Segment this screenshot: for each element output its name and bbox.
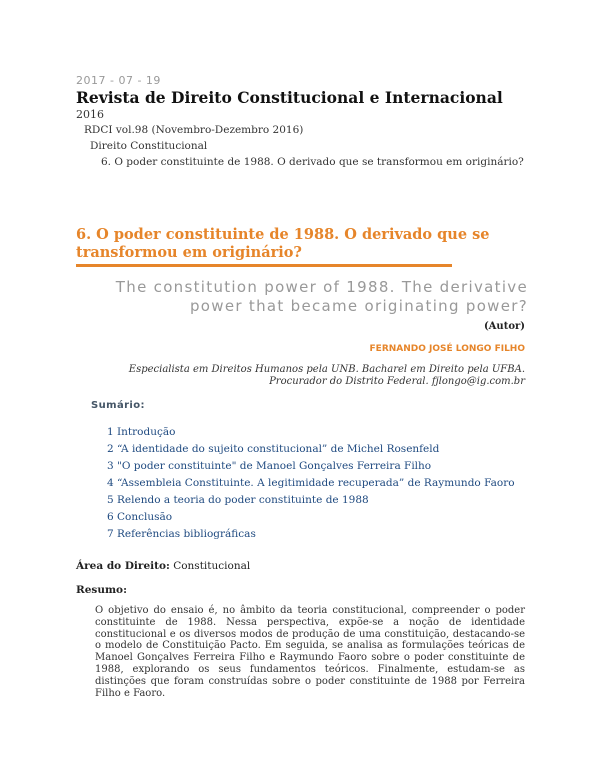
breadcrumb: 6. O poder constituinte de 1988. O derivado que se transformou em originário? <box>101 156 524 168</box>
toc-item-rereading-theory[interactable]: 5 Relendo a teoria do poder constituinte de 1988 <box>107 494 369 506</box>
publication-date: 2017 - 07 - 19 <box>76 74 161 87</box>
abstract-text: O objetivo do ensaio é, no âmbito da teoria constitucional, compreender o poder constituinte de 1988. Nessa perspectiva, expõe-se a noção de identidade constitucional e os diversos modos de produção de uma constituição, destacando-se o modelo de Constituição Pacto. Em seguida, se analisa as formulações teóricas de Manoel Gonçalves Ferreira Filho e Raymundo Faoro sobre o poder constituinte de 1988, explorando os seus fundamentos teóricos. Finalmente, estudam-se as distinções que foram construídas sobre o poder constituinte de 1988 por Ferreira Filho e Faoro. <box>95 605 525 699</box>
law-area-label: Área do Direito: <box>76 560 170 572</box>
title-divider <box>76 264 452 267</box>
author-role: (Autor) <box>483 321 525 332</box>
article-title: 6. O poder constituinte de 1988. O derivado que se transformou em originário? <box>76 226 490 261</box>
english-title: The constitution power of 1988. The derivative power that became originating power? <box>115 278 528 315</box>
journal-title: Revista de Direito Constitucional e Internacional <box>76 88 503 107</box>
toc-item-conclusion[interactable]: 6 Conclusão <box>107 511 173 523</box>
journal-volume: RDCI vol.98 (Novembro-Dezembro 2016) <box>84 124 304 136</box>
journal-year: 2016 <box>76 108 104 121</box>
summary-label: Sumário: <box>91 400 145 411</box>
toc-item-faoro[interactable]: 4 “Assembleia Constituinte. A legitimidade recuperada” de Raymundo Faoro <box>107 477 515 489</box>
law-area <box>76 560 250 572</box>
toc-item-rosenfeld[interactable]: 2 “A identidade do sujeito constitucional” de Michel Rosenfeld <box>107 443 440 455</box>
law-area-value: Constitucional <box>173 560 251 572</box>
author-bio: Especialista em Direitos Humanos pela UNB. Bacharel em Direito pela UFBA. Procurador do Distrito Federal. fjlongo@ig.com.br <box>128 364 525 387</box>
toc-item-introduction[interactable]: 1 Introdução <box>107 426 176 438</box>
table-of-contents <box>107 424 515 543</box>
toc-item-references[interactable]: 7 Referências bibliográficas <box>107 528 256 540</box>
author-name: FERNANDO JOSÉ LONGO FILHO <box>369 344 525 354</box>
journal-section: Direito Constitucional <box>90 140 208 152</box>
toc-item-ferreira-filho[interactable]: 3 "O poder constituinte" de Manoel Gonçalves Ferreira Filho <box>107 460 432 472</box>
abstract-label: Resumo: <box>76 584 127 596</box>
